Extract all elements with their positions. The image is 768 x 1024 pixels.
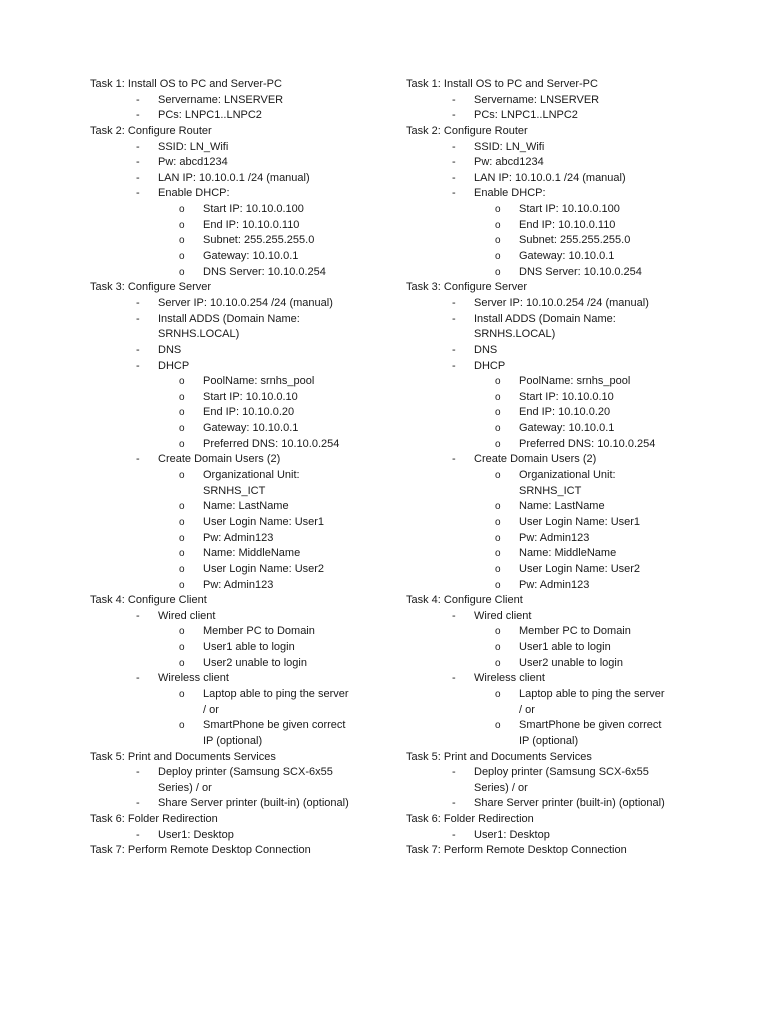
line-text: Start IP: 10.10.0.100: [203, 203, 304, 216]
line-text: DNS: [474, 343, 498, 356]
dash-item: [406, 140, 706, 156]
line-text: Enable DHCP:: [158, 187, 230, 200]
bullet-item: [406, 718, 706, 734]
task-heading: [90, 77, 390, 93]
bullet-marker: o: [179, 266, 185, 278]
line-text: DNS: [158, 343, 182, 356]
bullet-marker: o: [495, 438, 501, 450]
bullet-item: [406, 578, 706, 594]
bullet-marker: o: [179, 579, 185, 591]
line-text: Deploy printer (Samsung SCX-6x55: [474, 766, 649, 779]
bullet-item: [90, 437, 390, 453]
dash-item: [406, 312, 706, 328]
task-list-column-right: [406, 77, 706, 859]
bullet-item-continuation: [90, 703, 390, 719]
bullet-marker: o: [495, 579, 501, 591]
bullet-marker: o: [179, 642, 185, 654]
bullet-marker: o: [179, 532, 185, 544]
line-text: End IP: 10.10.0.20: [519, 406, 611, 419]
dash-marker: -: [452, 766, 456, 779]
bullet-item: [406, 640, 706, 656]
dash-item: [90, 108, 390, 124]
line-text: Start IP: 10.10.0.100: [519, 203, 620, 216]
line-text: User Login Name: User1: [203, 515, 325, 528]
task-heading: [90, 843, 390, 859]
bullet-item: [406, 531, 706, 547]
bullet-item-continuation: [406, 484, 706, 500]
bullet-item: [90, 578, 390, 594]
task-heading: [406, 812, 706, 828]
dash-item: [406, 452, 706, 468]
dash-item: [90, 796, 390, 812]
dash-marker: -: [452, 609, 456, 622]
bullet-marker: o: [495, 626, 501, 638]
bullet-item: [90, 265, 390, 281]
dash-item-continuation: [90, 327, 390, 343]
line-text: Name: LastName: [519, 500, 605, 513]
task-heading: [90, 124, 390, 140]
line-text: Start IP: 10.10.0.10: [519, 390, 614, 403]
bullet-item: [90, 499, 390, 515]
bullet-marker: o: [179, 219, 185, 231]
line-text: Deploy printer (Samsung SCX-6x55: [158, 766, 333, 779]
line-text: Preferred DNS: 10.10.0.254: [203, 437, 340, 450]
bullet-item: [406, 265, 706, 281]
bullet-marker: o: [495, 251, 501, 263]
line-text: Gateway: 10.10.0.1: [203, 422, 299, 435]
line-text: Task 6: Folder Redirection: [90, 813, 218, 826]
line-text: Enable DHCP:: [474, 187, 546, 200]
bullet-marker: o: [179, 251, 185, 263]
task-heading: [90, 750, 390, 766]
bullet-item: [90, 390, 390, 406]
bullet-item: [90, 624, 390, 640]
dash-item: [90, 452, 390, 468]
bullet-marker: o: [179, 688, 185, 700]
dash-marker: -: [452, 156, 456, 169]
dash-marker: -: [136, 171, 140, 184]
bullet-marker: o: [179, 626, 185, 638]
dash-marker: -: [452, 828, 456, 841]
dash-marker: -: [452, 312, 456, 325]
bullet-item: [90, 218, 390, 234]
bullet-marker: o: [495, 720, 501, 732]
bullet-item: [406, 390, 706, 406]
line-text: Pw: Admin123: [203, 531, 274, 544]
dash-marker: -: [452, 453, 456, 466]
dash-marker: -: [136, 828, 140, 841]
bullet-item: [406, 202, 706, 218]
line-text: Task 6: Folder Redirection: [406, 813, 534, 826]
bullet-marker: o: [179, 407, 185, 419]
dash-item: [406, 671, 706, 687]
dash-item: [406, 93, 706, 109]
dash-item: [90, 171, 390, 187]
line-text: Start IP: 10.10.0.10: [203, 390, 298, 403]
dash-marker: -: [452, 343, 456, 356]
line-text: Task 4: Configure Client: [90, 594, 207, 607]
bullet-item: [90, 718, 390, 734]
line-text: User1: Desktop: [474, 828, 550, 841]
dash-marker: -: [136, 156, 140, 169]
line-text: Pw: Admin123: [519, 531, 590, 544]
line-text: / or: [203, 703, 219, 716]
bullet-item: [406, 499, 706, 515]
line-text: Pw: abcd1234: [474, 156, 544, 169]
dash-item: [90, 155, 390, 171]
line-text: Pw: Admin123: [203, 578, 274, 591]
bullet-item: [90, 421, 390, 437]
line-text: User Login Name: User2: [519, 562, 641, 575]
bullet-marker: o: [495, 657, 501, 669]
line-text: Task 3: Configure Server: [406, 281, 528, 294]
line-text: Task 7: Perform Remote Desktop Connection: [90, 844, 311, 857]
dash-item-continuation: [406, 327, 706, 343]
dash-marker: -: [452, 171, 456, 184]
bullet-item: [90, 687, 390, 703]
dash-item: [90, 296, 390, 312]
line-text: User Login Name: User1: [519, 515, 641, 528]
bullet-marker: o: [179, 548, 185, 560]
line-text: Servername: LNSERVER: [474, 93, 600, 106]
bullet-marker: o: [495, 235, 501, 247]
dash-marker: -: [136, 766, 140, 779]
line-text: Create Domain Users (2): [474, 453, 597, 466]
line-text: Task 2: Configure Router: [406, 124, 528, 137]
dash-item: [90, 93, 390, 109]
line-text: IP (optional): [519, 734, 579, 747]
dash-item: [90, 609, 390, 625]
line-text: End IP: 10.10.0.110: [203, 218, 300, 231]
line-text: SRNHS.LOCAL): [158, 328, 240, 341]
line-text: Share Server printer (built-in) (optional): [158, 797, 349, 810]
line-text: PoolName: srnhs_pool: [519, 375, 631, 388]
bullet-item: [90, 546, 390, 562]
line-text: / or: [519, 703, 535, 716]
bullet-item: [406, 546, 706, 562]
bullet-item: [90, 515, 390, 531]
line-text: Series) / or: [474, 781, 528, 794]
dash-marker: -: [136, 93, 140, 106]
dash-item: [406, 796, 706, 812]
bullet-item: [406, 562, 706, 578]
line-text: Series) / or: [158, 781, 212, 794]
line-text: Subnet: 255.255.255.0: [519, 234, 631, 247]
dash-marker: -: [452, 109, 456, 122]
task-heading: [406, 593, 706, 609]
line-text: Preferred DNS: 10.10.0.254: [519, 437, 656, 450]
dash-item: [90, 140, 390, 156]
line-text: Name: MiddleName: [203, 547, 301, 560]
dash-marker: -: [136, 343, 140, 356]
line-text: End IP: 10.10.0.20: [203, 406, 295, 419]
line-text: User1 able to login: [519, 641, 611, 654]
line-text: Pw: abcd1234: [158, 156, 228, 169]
line-text: Create Domain Users (2): [158, 453, 281, 466]
task-heading: [406, 843, 706, 859]
dash-item: [90, 359, 390, 375]
bullet-marker: o: [495, 516, 501, 528]
dash-marker: -: [136, 140, 140, 153]
line-text: Gateway: 10.10.0.1: [519, 422, 615, 435]
bullet-marker: o: [179, 720, 185, 732]
line-text: Server IP: 10.10.0.254 /24 (manual): [158, 296, 333, 309]
bullet-marker: o: [495, 423, 501, 435]
line-text: SmartPhone be given correct: [203, 719, 346, 732]
line-text: User2 unable to login: [519, 656, 623, 669]
dash-item: [90, 186, 390, 202]
bullet-marker: o: [179, 516, 185, 528]
task-heading: [90, 812, 390, 828]
dash-marker: -: [136, 359, 140, 372]
bullet-marker: o: [179, 204, 185, 216]
bullet-item: [406, 437, 706, 453]
bullet-item: [90, 562, 390, 578]
bullet-item: [406, 421, 706, 437]
dash-item: [406, 108, 706, 124]
bullet-marker: o: [495, 688, 501, 700]
dash-item: [406, 609, 706, 625]
line-text: Gateway: 10.10.0.1: [203, 250, 299, 263]
line-text: Member PC to Domain: [519, 625, 631, 638]
line-text: SRNHS.LOCAL): [474, 328, 556, 341]
line-text: Servername: LNSERVER: [158, 93, 284, 106]
line-text: Task 5: Print and Documents Services: [406, 750, 592, 763]
dash-marker: -: [452, 296, 456, 309]
dash-item: [406, 359, 706, 375]
bullet-item: [90, 249, 390, 265]
dash-marker: -: [136, 609, 140, 622]
bullet-item-continuation: [406, 703, 706, 719]
dash-item: [90, 828, 390, 844]
line-text: Install ADDS (Domain Name:: [158, 312, 300, 325]
line-text: Wired client: [474, 609, 532, 622]
line-text: Name: LastName: [203, 500, 289, 513]
line-text: Gateway: 10.10.0.1: [519, 250, 615, 263]
line-text: DNS Server: 10.10.0.254: [203, 265, 326, 278]
bullet-marker: o: [495, 501, 501, 513]
line-text: LAN IP: 10.10.0.1 /24 (manual): [474, 171, 626, 184]
dash-marker: -: [136, 797, 140, 810]
dash-marker: -: [136, 187, 140, 200]
bullet-marker: o: [179, 423, 185, 435]
bullet-marker: o: [179, 391, 185, 403]
line-text: Wireless client: [474, 672, 545, 685]
line-text: Member PC to Domain: [203, 625, 315, 638]
bullet-marker: o: [179, 501, 185, 513]
bullet-marker: o: [179, 376, 185, 388]
bullet-item: [406, 218, 706, 234]
dash-marker: -: [452, 93, 456, 106]
task-heading: [90, 280, 390, 296]
dash-item: [406, 186, 706, 202]
dash-marker: -: [136, 453, 140, 466]
line-text: Task 1: Install OS to PC and Server-PC: [90, 78, 282, 90]
line-text: SmartPhone be given correct: [519, 719, 662, 732]
line-text: Task 1: Install OS to PC and Server-PC: [406, 78, 598, 90]
bullet-item-continuation: [90, 734, 390, 750]
dash-item: [90, 343, 390, 359]
line-text: PCs: LNPC1..LNPC2: [158, 109, 262, 122]
bullet-marker: o: [495, 532, 501, 544]
bullet-marker: o: [495, 376, 501, 388]
line-text: SSID: LN_Wifi: [474, 140, 545, 153]
bullet-item: [406, 515, 706, 531]
bullet-item: [406, 656, 706, 672]
line-text: SRNHS_ICT: [519, 484, 582, 497]
bullet-marker: o: [495, 266, 501, 278]
dash-marker: -: [452, 187, 456, 200]
dash-item: [90, 765, 390, 781]
line-text: PoolName: srnhs_pool: [203, 375, 315, 388]
bullet-item: [406, 405, 706, 421]
bullet-marker: o: [179, 438, 185, 450]
dash-marker: -: [452, 140, 456, 153]
dash-marker: -: [136, 109, 140, 122]
bullet-marker: o: [495, 391, 501, 403]
dash-item: [406, 171, 706, 187]
line-text: User1 able to login: [203, 641, 295, 654]
bullet-item: [406, 233, 706, 249]
task-list-column-left: [90, 77, 390, 859]
bullet-item: [406, 468, 706, 484]
dash-marker: -: [136, 312, 140, 325]
task-heading: [90, 593, 390, 609]
bullet-item: [90, 374, 390, 390]
line-text: SRNHS_ICT: [203, 484, 266, 497]
bullet-item: [90, 202, 390, 218]
line-text: Task 3: Configure Server: [90, 281, 212, 294]
bullet-item: [90, 656, 390, 672]
bullet-item: [90, 640, 390, 656]
bullet-item: [90, 405, 390, 421]
line-text: User Login Name: User2: [203, 562, 325, 575]
line-text: Organizational Unit:: [203, 469, 300, 482]
bullet-marker: o: [495, 548, 501, 560]
dash-item: [406, 155, 706, 171]
dash-item: [406, 343, 706, 359]
task-heading: [406, 280, 706, 296]
bullet-marker: o: [179, 470, 185, 482]
line-text: PCs: LNPC1..LNPC2: [474, 109, 578, 122]
line-text: Task 2: Configure Router: [90, 124, 212, 137]
line-text: Wireless client: [158, 672, 229, 685]
line-text: DHCP: [474, 359, 506, 372]
dash-item: [90, 671, 390, 687]
line-text: DNS Server: 10.10.0.254: [519, 265, 642, 278]
line-text: Wired client: [158, 609, 216, 622]
dash-marker: -: [452, 359, 456, 372]
bullet-item: [406, 374, 706, 390]
line-text: Task 7: Perform Remote Desktop Connection: [406, 844, 627, 857]
line-text: LAN IP: 10.10.0.1 /24 (manual): [158, 171, 310, 184]
line-text: Laptop able to ping the server: [203, 687, 349, 700]
bullet-item: [406, 624, 706, 640]
line-text: End IP: 10.10.0.110: [519, 218, 616, 231]
task-heading: [406, 124, 706, 140]
line-text: IP (optional): [203, 734, 263, 747]
line-text: Task 5: Print and Documents Services: [90, 750, 276, 763]
bullet-item: [406, 687, 706, 703]
line-text: Task 4: Configure Client: [406, 594, 523, 607]
dash-marker: -: [136, 296, 140, 309]
bullet-marker: o: [495, 563, 501, 575]
line-text: SSID: LN_Wifi: [158, 140, 229, 153]
dash-item: [406, 296, 706, 312]
line-text: Laptop able to ping the server: [519, 687, 665, 700]
bullet-marker: o: [495, 204, 501, 216]
dash-item: [406, 765, 706, 781]
line-text: Share Server printer (built-in) (optional): [474, 797, 665, 810]
line-text: Name: MiddleName: [519, 547, 617, 560]
bullet-marker: o: [179, 563, 185, 575]
line-text: Install ADDS (Domain Name:: [474, 312, 616, 325]
line-text: User1: Desktop: [158, 828, 234, 841]
line-text: User2 unable to login: [203, 656, 307, 669]
bullet-item-continuation: [90, 484, 390, 500]
line-text: Pw: Admin123: [519, 578, 590, 591]
bullet-marker: o: [495, 407, 501, 419]
task-heading: [406, 750, 706, 766]
bullet-marker: o: [495, 219, 501, 231]
dash-marker: -: [136, 672, 140, 685]
dash-marker: -: [452, 672, 456, 685]
bullet-item: [406, 249, 706, 265]
dash-marker: -: [452, 797, 456, 810]
line-text: Server IP: 10.10.0.254 /24 (manual): [474, 296, 649, 309]
bullet-marker: o: [495, 642, 501, 654]
line-text: Organizational Unit:: [519, 469, 616, 482]
bullet-item: [90, 468, 390, 484]
bullet-item-continuation: [406, 734, 706, 750]
dash-item-continuation: [90, 781, 390, 797]
dash-item-continuation: [406, 781, 706, 797]
bullet-item: [90, 531, 390, 547]
bullet-item: [90, 233, 390, 249]
bullet-marker: o: [179, 235, 185, 247]
bullet-marker: o: [179, 657, 185, 669]
dash-item: [406, 828, 706, 844]
dash-item: [90, 312, 390, 328]
bullet-marker: o: [495, 470, 501, 482]
task-heading: [406, 77, 706, 93]
line-text: DHCP: [158, 359, 190, 372]
line-text: Subnet: 255.255.255.0: [203, 234, 315, 247]
